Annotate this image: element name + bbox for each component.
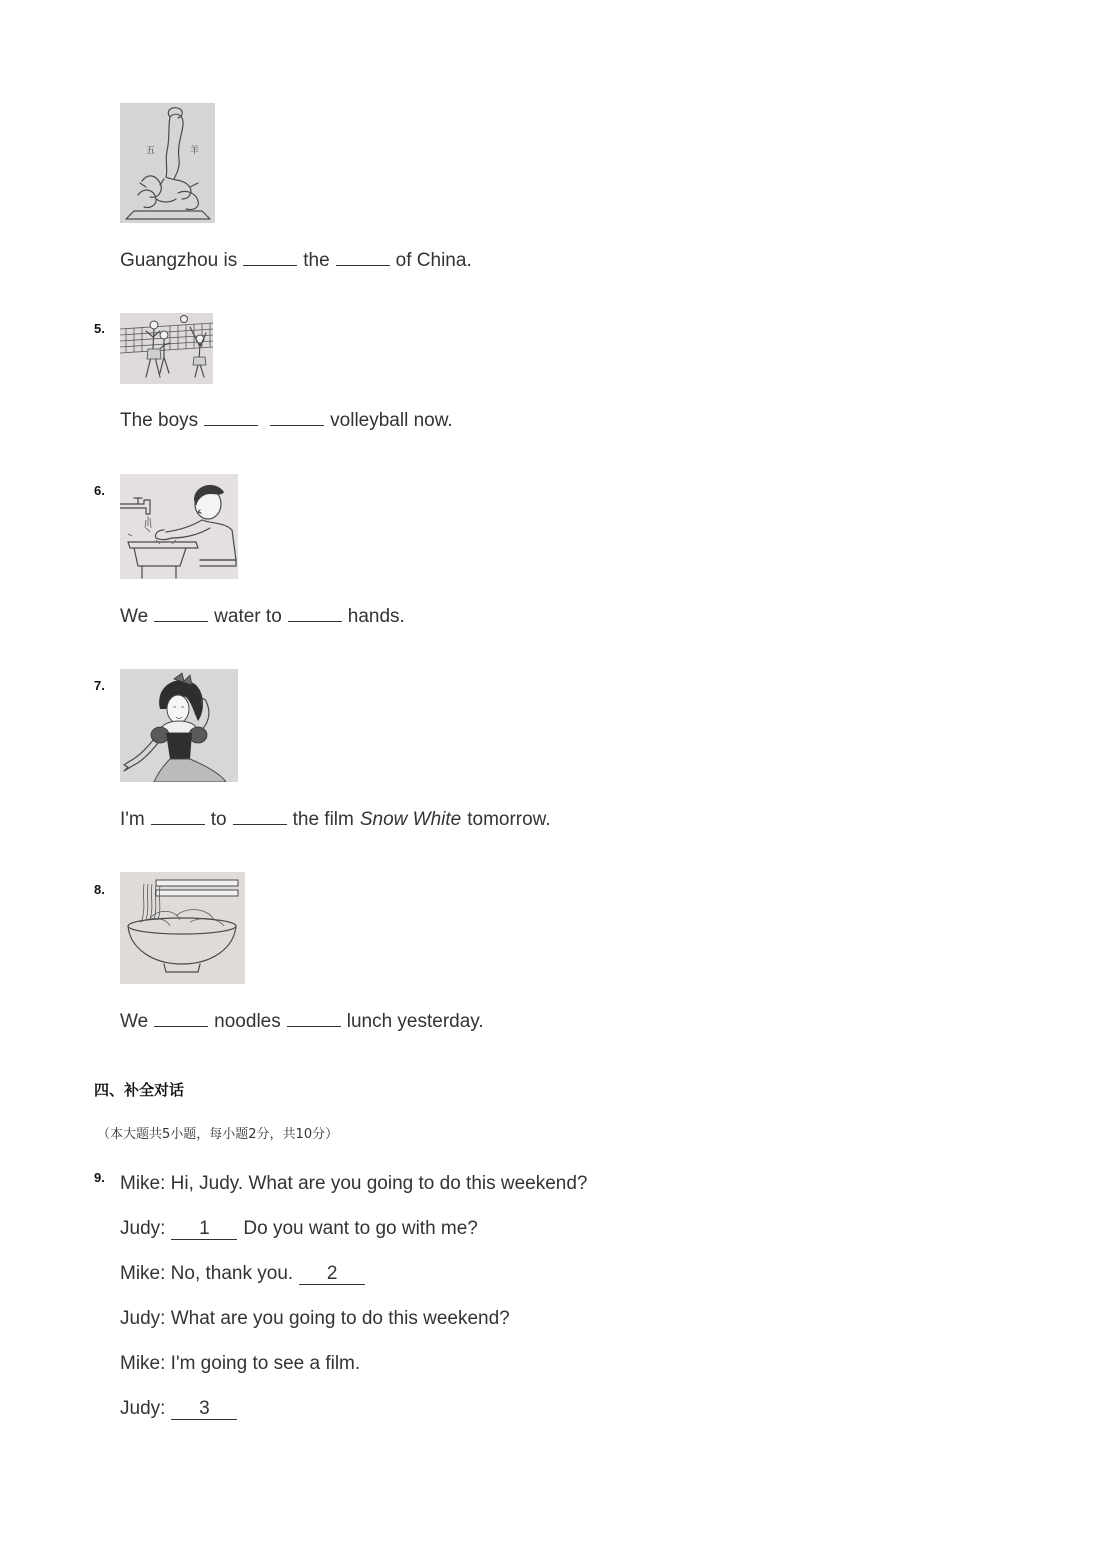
- answer-blank[interactable]: [154, 606, 208, 622]
- snow-white-image: [120, 669, 238, 782]
- question-number: 6.: [94, 483, 105, 498]
- dialogue-text: Mike: No, thank you.: [120, 1263, 294, 1284]
- dialogue-text: Mike: Hi, Judy. What are you going to do this weekend?: [120, 1173, 588, 1194]
- answer-blank[interactable]: [243, 250, 297, 266]
- dialogue-line: [120, 1397, 237, 1421]
- sentence-text: noodles: [214, 1011, 281, 1032]
- film-title: Snow White: [359, 809, 462, 830]
- boys-playing-volleyball-image: [120, 313, 213, 384]
- question-4-sentence: [120, 249, 472, 273]
- answer-blank[interactable]: [288, 606, 342, 622]
- sentence-text: volleyball now.: [330, 410, 453, 431]
- sentence-text: tomorrow.: [467, 809, 551, 830]
- sentence-text: We: [120, 606, 149, 627]
- answer-blank[interactable]: [336, 250, 390, 266]
- answer-blank-3[interactable]: 3: [171, 1399, 237, 1420]
- answer-blank[interactable]: [233, 809, 287, 825]
- answer-blank-1[interactable]: 1: [171, 1219, 237, 1240]
- bowl-of-noodles-image: [120, 872, 245, 984]
- answer-blank[interactable]: [287, 1011, 341, 1027]
- question-8-sentence: [120, 1010, 484, 1034]
- dialogue-line: [120, 1307, 510, 1331]
- boy-washing-hands-image: [120, 474, 238, 579]
- speaker-label: Judy:: [120, 1218, 166, 1239]
- section-title: 四、补全对话: [94, 1081, 185, 1099]
- dialogue-text: Judy: What are you going to do this weekend?: [120, 1308, 510, 1329]
- sentence-text: I'm: [120, 809, 145, 830]
- sentence-text: the film: [292, 809, 354, 830]
- answer-blank-2[interactable]: 2: [299, 1264, 365, 1285]
- dialogue-line: [120, 1172, 588, 1196]
- sentence-text: to: [210, 809, 227, 830]
- question-7-sentence: [120, 808, 551, 832]
- dialogue-text: Do you want to go with me?: [243, 1218, 478, 1239]
- answer-blank[interactable]: [151, 809, 205, 825]
- section-scoring-note: （本大题共5小题，每小题2分，共10分）: [97, 1127, 339, 1142]
- sentence-text: We: [120, 1011, 149, 1032]
- sentence-text: of China.: [395, 250, 472, 271]
- sentence-text: The boys: [120, 410, 199, 431]
- question-5-sentence: [120, 409, 453, 433]
- dialogue-line: [120, 1262, 365, 1286]
- dialogue-text: Mike: I'm going to see a film.: [120, 1353, 361, 1374]
- dialogue-line: [120, 1217, 478, 1241]
- sentence-text: lunch yesterday.: [346, 1011, 484, 1032]
- statue-lettering-left: 五: [146, 146, 156, 156]
- question-number: 9.: [94, 1170, 105, 1185]
- question-number: 8.: [94, 882, 105, 897]
- question-6-sentence: [120, 605, 405, 629]
- answer-blank[interactable]: [270, 410, 324, 426]
- statue-lettering-right: 羊: [190, 146, 200, 156]
- sentence-text: Guangzhou is: [120, 250, 238, 271]
- question-number: 5.: [94, 321, 105, 336]
- sentence-text: the: [303, 250, 330, 271]
- answer-blank[interactable]: [204, 410, 258, 426]
- dialogue-line: [120, 1352, 360, 1376]
- speaker-label: Judy:: [120, 1398, 166, 1419]
- answer-blank[interactable]: [154, 1011, 208, 1027]
- sentence-text: water to: [214, 606, 282, 627]
- question-number: 7.: [94, 678, 105, 693]
- five-rams-statue-image: [120, 103, 215, 223]
- sentence-text: hands.: [347, 606, 405, 627]
